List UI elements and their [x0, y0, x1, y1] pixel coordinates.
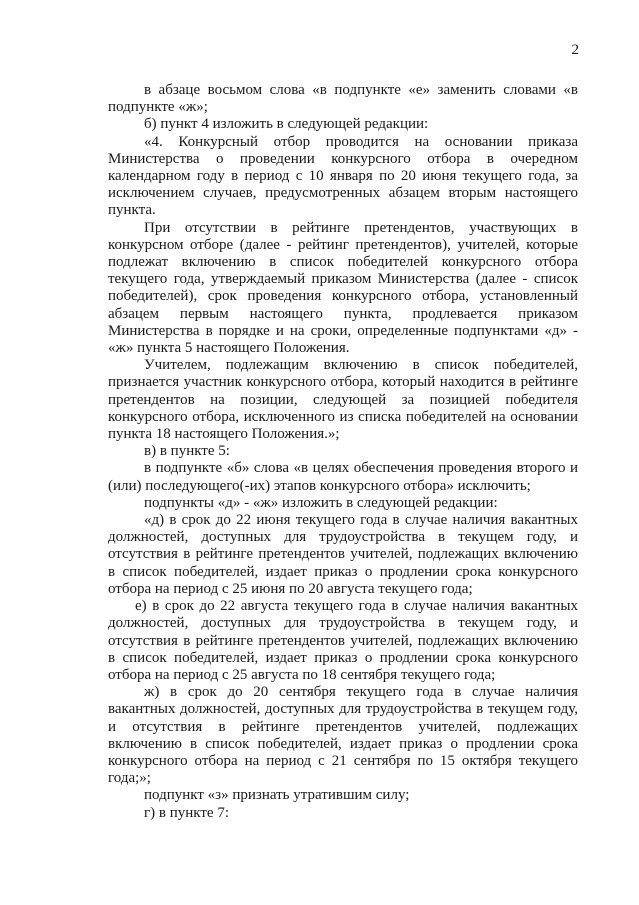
paragraph-13: г) в пункте 7:: [144, 804, 230, 821]
page-number: 2: [571, 42, 579, 58]
paragraph-12: подпункт «з» признать утратившим силу;: [144, 787, 410, 804]
paragraph-7: в подпункте «б» слова «в целях обеспечения проведения второго и (или) последующего(-их) этапов конкурсного отбора» исключить;: [108, 460, 578, 494]
paragraph-1: в абзаце восьмом слова «в подпункте «е» заменить словами «в подпункте «ж»;: [108, 82, 578, 116]
paragraph-5: Учителем, подлежащим включению в список победителей, признается участник конкурсного отбора, который находится в рейтинге претендентов на позиции, следующей за позицией победителя конкурсного отбора, исключенного из списка победителей на основании пункта 18 настоящего Положения.»;: [108, 357, 578, 443]
paragraph-4: При отсутствии в рейтинге претендентов, участвующих в конкурсном отборе (далее - рейтинг претендентов), учителей, которые подлежат включению в список победителей конкурсного отбора текущего года, утверждаемый приказом Министерства (далее - список победителей), срок проведения конкурсного отбора, установленный абзацем первым настоящего пункта, продлевается приказом Министерства в порядке и на сроки, определенные подпунктами «д» - «ж» пункта 5 настоящего Положения.: [108, 219, 578, 357]
paragraph-3: «4. Конкурсный отбор проводится на основании приказа Министерства о проведении конкурсного отбора в очередном календарном году в период с 10 января по 20 июня текущего года, за исключением случаев, предусмотренных абзацем вторым настоящего пункта.: [108, 133, 578, 219]
paragraph-10: е) в срок до 22 августа текущего года в случае наличия вакантных должностей, доступных для трудоустройства в текущем году, и отсутствия в рейтинге претендентов учителей, подлежащих включению в список победителей, издает приказ о продлении срока конкурсного отбора на период с 25 августа по 18 сентября текущего года;: [108, 598, 578, 683]
paragraph-11: ж) в срок до 20 сентября текущего года в случае наличия вакантных должностей, доступных для трудоустройства в текущем году, и отсутствия в рейтинге претендентов учителей, подлежащих включению в список победителей, издает приказ о продлении срока конкурсного отбора на период с 21 сентября по 15 октября текущего года;»;: [108, 684, 578, 787]
paragraph-8: подпункты «д» - «ж» изложить в следующей редакции:: [144, 494, 498, 511]
document-body: [108, 82, 578, 822]
paragraph-9: «д) в срок до 22 июня текущего года в случае наличия вакантных должностей, доступных для трудоустройства в текущем году, и отсутствия в рейтинге претендентов учителей, подлежащих включению в список победителей, издает приказ о продлении срока конкурсного отбора на период с 25 июня по 20 августа текущего года;: [108, 512, 578, 597]
paragraph-2: б) пункт 4 изложить в следующей редакции:: [144, 116, 429, 133]
paragraph-6: в) в пункте 5:: [144, 443, 230, 460]
